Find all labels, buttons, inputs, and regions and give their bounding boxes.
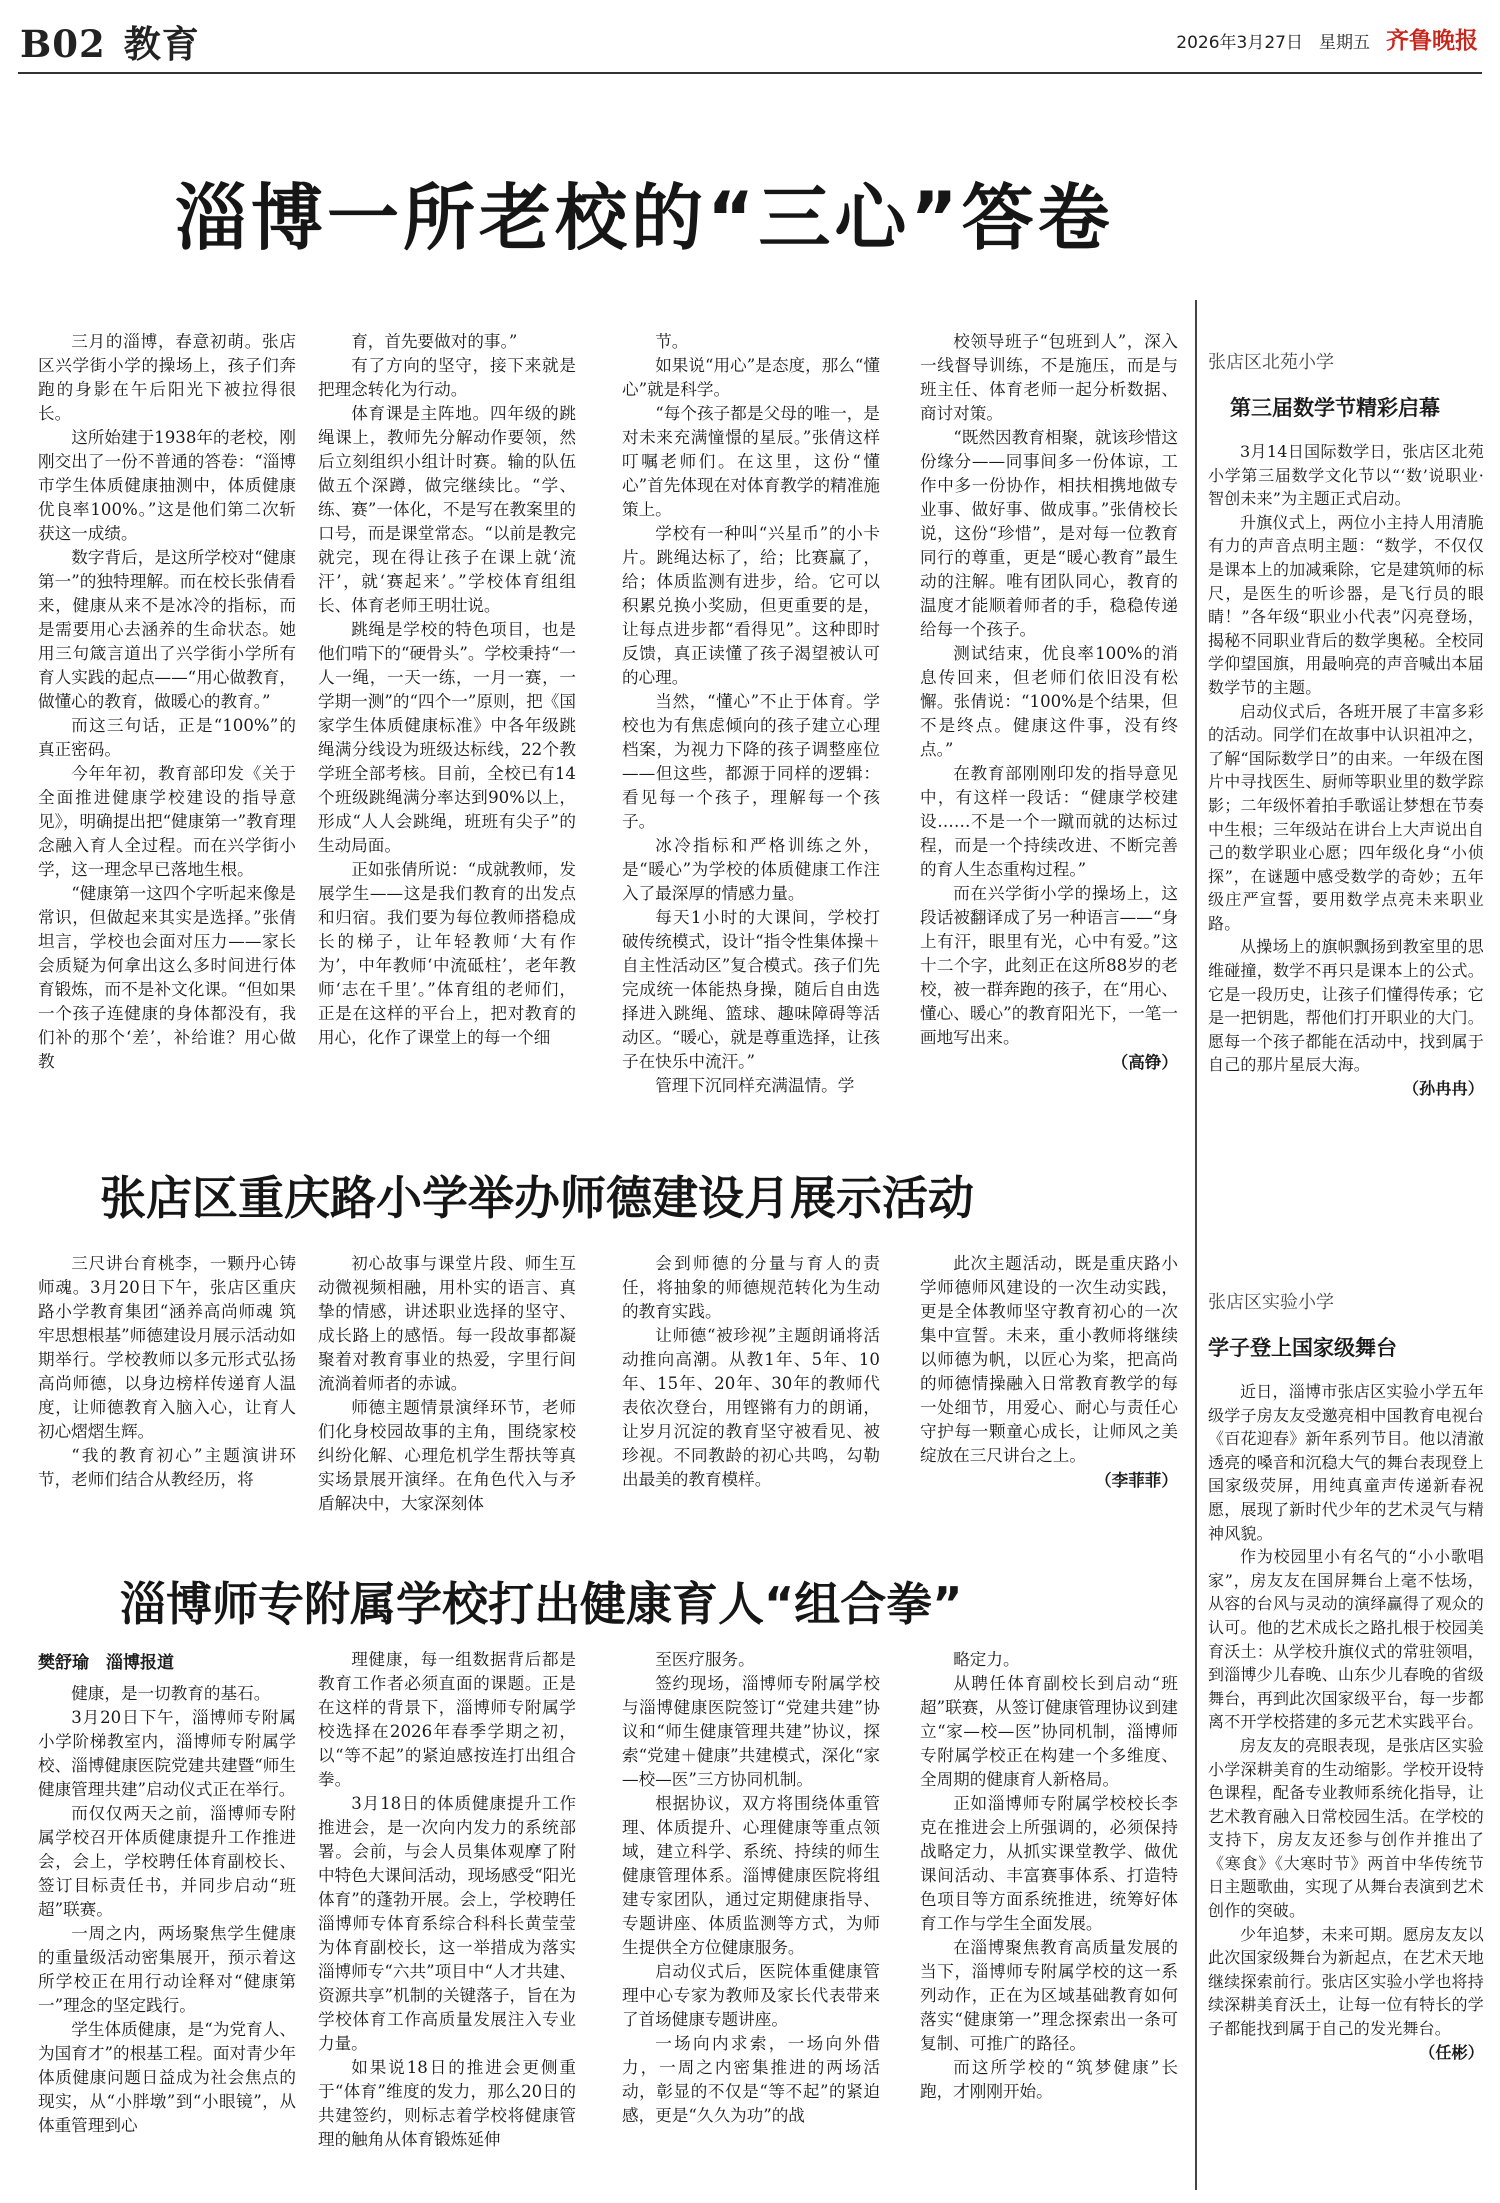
article3-col1 xyxy=(38,1682,296,2182)
paragraph: 此次主题活动，既是重庆路小学师德师风建设的一次生动实践，更是全体教师坚守教育初心的一次集中宣誓。未来，重小教师将继续以师德为帆，以匠心为桨，把高尚的师德情操融入日常教育教学的每一处细节，用爱心、耐心与责任心守护每一颗童心成长，让师风之美绽放在三尺讲台之上。 xyxy=(920,1254,1178,1465)
paragraph: 健康，是一切教育的基石。 xyxy=(71,1684,271,1703)
paragraph: 从聘任体育副校长到启动“班超”联赛，从签订健康管理协议到建立“家—校—医”协同机制，淄博师专附属学校正在构建一个多维度、全周期的健康育人新格局。 xyxy=(920,1674,1178,1789)
article3-headline: 淄博师专附属学校打出健康育人“组合拳” xyxy=(120,1577,963,1631)
paragraph: 初心故事与课堂片段、师生互动微视频相融，用朴实的语言、真挚的情感，讲述职业选择的坚守、成长路上的感悟。每一段故事都凝聚着对教育事业的热爱，字里行间流淌着师者的赤诚。 xyxy=(318,1254,576,1393)
section-code: B02 xyxy=(20,22,106,66)
article3-byline: 樊舒瑜 淄博报道 xyxy=(38,1653,174,1673)
paragraph: 近日，淄博市张店区实验小学五年级学子房友友受邀亮相中国教育电视台《百花迎春》新年系列节目。他以清澈透亮的嗓音和沉稳大气的舞台表现登上国家级荧屏，用纯真童声传递新春祝愿，展现了新时代少年的艺术灵气与精神风貌。 xyxy=(1208,1382,1484,1543)
column-divider xyxy=(1195,300,1197,2190)
paragraph: 签约现场，淄博师专附属学校与淄博健康医院签订“党建共建”协议和“师生健康管理共建”协议，探索“党建＋健康”共建模式，深化“家—校—医”三方协同机制。 xyxy=(622,1674,880,1789)
masthead-info xyxy=(1160,22,1478,55)
paragraph: 在淄博聚焦教育高质量发展的当下，淄博师专附属学校的这一系列动作，正在为区域基础教育如何落实“健康第一”理念探索出一条可复制、可推广的路径。 xyxy=(920,1938,1178,2053)
paragraph: 从操场上的旗帜飘扬到教室里的思维碰撞，数学不再只是课本上的公式。它是一段历史，让孩子们懂得传承；它是一把钥匙，帮他们打开职业的大门。愿每一个孩子都能在活动中，找到属于自己的那片星辰大海。 xyxy=(1208,937,1484,1075)
paragraph: 每天1小时的大课间，学校打破传统模式，设计“指令性集体操＋自主性活动区”复合模式。孩子们先完成统一体能热身操，随后自由选择进入跳绳、篮球、趣味障碍等活动区。“暖心，就是尊重选择，让孩子在快乐中流汗。” xyxy=(622,908,880,1071)
paragraph: 启动仪式后，医院体重健康管理中心专家为教师及家长代表带来了首场健康专题讲座。 xyxy=(622,1962,880,2029)
sidebar1-school: 张店区北苑小学 xyxy=(1208,352,1334,373)
author-signature: （高铮） xyxy=(1111,1052,1178,1072)
article2-col3 xyxy=(622,1252,880,1522)
paragraph: 3月14日国际数学日，张店区北苑小学第三届数学文化节以“‘数’说职业·智创未来”为主题正式启动。 xyxy=(1208,442,1484,509)
author-signature: （孙冉冉） xyxy=(1402,1079,1484,1099)
paragraph: 3月18日的体质健康提升工作推进会，是一次向内发力的系统部署。会前，与会人员集体观摩了附中特色大课间活动，现场感受“阳光体育”的蓬勃开展。会上，学校聘任淄博师专体育系综合科科长黄莹莹为体育副校长，这一举措成为落实淄博师专“六共”项目中“人才共建、资源共享”机制的关键落子，旨在为学校体育工作高质量发展注入专业力量。 xyxy=(318,1794,576,2053)
paragraph: 正如张倩所说：“成就教师，发展学生——这是我们教育的出发点和归宿。我们要为每位教师搭稳成长的梯子，让年轻教师‘大有作为’，中年教师‘中流砥柱’，老年教师‘志在千里’。”体育组的老师们，正是在这样的平台上，把对教育的用心，化作了课堂上的每一个细 xyxy=(318,860,576,1047)
author-signature: （任彬） xyxy=(1419,2042,1484,2062)
paragraph: “每个孩子都是父母的唯一，是对未来充满憧憬的星辰。”张倩这样叮嘱老师们。在这里，这份“懂心”首先体现在对体育教学的精准施策上。 xyxy=(622,404,880,519)
issue-date: 2026年3月27日 xyxy=(1176,33,1303,53)
article1-col3 xyxy=(622,330,880,1095)
article1-headline: 淄博一所老校的“三心”答卷 xyxy=(175,176,1114,260)
article2-headline: 张店区重庆路小学举办师德建设月展示活动 xyxy=(100,1171,974,1225)
paragraph: 正如淄博师专附属学校校长李克在推进会上所强调的，必须保持战略定力，从抓实课堂教学、做优课间活动、丰富赛事体系、打造特色项目等方面系统推进，统筹好体育工作与学生全面发展。 xyxy=(920,1794,1178,1933)
paragraph: 师德主题情景演绎环节，老师们化身校园故事的主角，围绕家校纠纷化解、心理危机学生帮扶等真实场景展开演绎。在角色代入与矛盾解决中，大家深刻体 xyxy=(318,1398,576,1513)
paragraph: 而这所学校的“筑梦健康”长跑，才刚刚开始。 xyxy=(920,2058,1178,2101)
paragraph: 跳绳是学校的特色项目，也是他们啃下的“硬骨头”。学校秉持“一人一绳，一天一练，一月一赛，一学期一测”的“四个一”原则，把《国家学生体质健康标准》中各年级跳绳满分线设为班级达标线，22个教学班全部考核。目前，全校已有14个班级跳绳满分率达到90%以上，形成“人人会跳绳，班班有尖子”的生动局面。 xyxy=(318,620,576,855)
paragraph: 测试结束，优良率100%的消息传回来，但老师们依旧没有松懈。张倩说：“100%是个结果，但不是终点。健康这件事，没有终点。” xyxy=(920,644,1178,759)
paragraph: 育，首先要做对的事。” xyxy=(351,332,518,351)
paragraph: 升旗仪式上，两位小主持人用清脆有力的声音点明主题：“数学，不仅仅是课本上的加减乘除，它是建筑师的标尺，是医生的听诊器，是飞行员的眼睛！”各年级“职业小代表”闪亮登场，揭秘不同职业背后的数学奥秘。全校同学仰望国旗，用最响亮的声音喊出本届数学节的主题。 xyxy=(1208,512,1484,697)
paragraph: 三尺讲台育桃李，一颗丹心铸师魂。3月20日下午，张店区重庆路小学教育集团“涵养高尚师魂 筑牢思想根基”师德建设月展示活动如期举行。学校教师以多元形式弘扬高尚师德，以身边榜样传递育人温度，让师德教育入脑入心，让育人初心熠熠生辉。 xyxy=(38,1254,296,1441)
weekday: 星期五 xyxy=(1319,33,1370,53)
sidebar2-title: 学子登上国家级舞台 xyxy=(1208,1336,1397,1360)
article1-col4 xyxy=(920,330,1178,1072)
article2-col4 xyxy=(920,1252,1178,1522)
sidebar2-body xyxy=(1208,1380,1484,2170)
section-header xyxy=(20,14,200,68)
paragraph: 管理下沉同样充满温情。学 xyxy=(655,1076,855,1095)
paragraph: “我的教育初心”主题演讲环节，老师们结合从教经历，将 xyxy=(38,1446,296,1489)
paragraph: 节。 xyxy=(655,332,689,351)
article1-col1 xyxy=(38,330,296,1072)
paragraph: “健康第一这四个字听起来像是常识，但做起来其实是选择。”张倩坦言，学校也会面对压力——家长会质疑为何拿出这么多时间进行体育锻炼，而不是补文化课。“但如果一个孩子连健康的身体都没有，我们补的那个‘差’，补给谁？用心做教 xyxy=(38,884,296,1071)
paragraph: 当然，“懂心”不止于体育。学校也为有焦虑倾向的孩子建立心理档案，为视力下降的孩子调整座位——但这些，都源于同样的逻辑：看见每一个孩子，理解每一个孩子。 xyxy=(622,692,880,831)
newspaper-logo: 齐鲁晚报 xyxy=(1386,27,1478,54)
paragraph: 一周之内，两场聚焦学生健康的重量级活动密集展开，预示着这所学校正在用行动诠释对“健康第一”理念的坚定践行。 xyxy=(38,1924,296,2015)
paragraph: 如果说“用心”是态度，那么“懂心”就是科学。 xyxy=(622,356,880,399)
header-rule xyxy=(18,72,1482,74)
sidebar-beiyuan xyxy=(1208,348,1484,1228)
article2-col2 xyxy=(318,1252,576,1522)
paragraph: 至医疗服务。 xyxy=(655,1650,755,1669)
paragraph: 校领导班子“包班到人”，深入一线督导训练，不是施压，而是与班主任、体育老师一起分析数据、商讨对策。 xyxy=(920,332,1178,423)
paragraph: 3月20日下午，淄博师专附属小学阶梯教室内，淄博师专附属学校、淄博健康医院党建共建暨“师生健康管理共建”启动仪式正在举行。 xyxy=(38,1708,296,1799)
paragraph: 一场向内求索，一场向外借力，一周之内密集推进的两场活动，彰显的不仅是“等不起”的紧迫感，更是“久久为功”的战 xyxy=(622,2034,880,2125)
sidebar1-body xyxy=(1208,440,1484,1228)
paragraph: 房友友的亮眼表现，是张店区实验小学深耕美育的生动缩影。学校开设特色课程，配备专业教师系统化指导，让艺术教育融入日常校园生活。在学校的支持下，房友友还参与创作并推出了《寒食》《大寒时节》两首中华传统节日主题歌曲，实现了从舞台表演到艺术创作的突破。 xyxy=(1208,1735,1484,1921)
paragraph: 根据协议，双方将围绕体重管理、体质提升、心理健康等重点领域，建立科学、系统、持续的师生健康管理体系。淄博健康医院将组建专家团队，通过定期健康指导、专题讲座、体质监测等方式，为师生提供全方位健康服务。 xyxy=(622,1794,880,1957)
paragraph: 略定力。 xyxy=(953,1650,1020,1669)
paragraph: 启动仪式后，各班开展了丰富多彩的活动。同学们在故事中认识祖冲之，了解“国际数学日”的由来。一年级在图片中寻找医生、厨师等职业里的数学踪影；二年级怀着拍手歌谣让梦想在节奏中生根；三年级站在讲台上大声说出自己的数学职业心愿；四年级化身“小侦探”，在谜题中感受数学的奇妙；五年级庄严宣誓，要用数学点亮未来职业路。 xyxy=(1208,701,1484,933)
sidebar1-title: 第三届数学节精彩启幕 xyxy=(1230,396,1440,420)
paragraph: 而在兴学街小学的操场上，这段话被翻译成了另一种语言——“身上有汗，眼里有光，心中有爱。”这十二个字，此刻正在这所88岁的老校，被一群奔跑的孩子，在“用心、懂心、暖心”的教育阳光下，一笔一画地写出来。 xyxy=(920,884,1178,1047)
paragraph: 有了方向的坚守，接下来就是把理念转化为行动。 xyxy=(318,356,576,399)
paragraph: 会到师德的分量与育人的责任，将抽象的师德规范转化为生动的教育实践。 xyxy=(622,1254,880,1321)
sidebar-shiyan xyxy=(1208,1288,1484,2170)
paragraph: 作为校园里小有名气的“小小歌唱家”，房友友在国屏舞台上毫不怯场，从容的台风与灵动的演绎赢得了观众的认可。他的艺术成长之路扎根于校园美育沃土：从学校升旗仪式的常驻领唱，到淄博少儿春晚、山东少儿春晚的省级舞台，再到此次国家级平台，每一步都离不开学校搭建的多元艺术实践平台。 xyxy=(1208,1547,1484,1732)
article2-col1 xyxy=(38,1252,296,1522)
paragraph: 学生体质健康，是“为党育人、为国育才”的根基工程。面对青少年体质健康问题日益成为社会焦点的现实，从“小胖墩”到“小眼镜”，从体重管理到心 xyxy=(38,2020,296,2135)
paragraph: 而这三句话，正是“100%”的真正密码。 xyxy=(38,716,296,759)
paragraph: 让师德“被珍视”主题朗诵将活动推向高潮。从教1年、5年、10年、15年、20年、30年的教师代表依次登台，用铿锵有力的朗诵，让岁月沉淀的教育坚守被看见、被珍视。不同教龄的初心共鸣，勾勒出最美的教育模样。 xyxy=(622,1326,880,1489)
sidebar2-school: 张店区实验小学 xyxy=(1208,1292,1334,1313)
section-name: 教育 xyxy=(123,22,200,66)
article3-col2 xyxy=(318,1648,576,2184)
paragraph: 冰冷指标和严格训练之外，是“暖心”为学校的体质健康工作注入了最深厚的情感力量。 xyxy=(622,836,880,903)
paragraph: 理健康，每一组数据背后都是教育工作者必须直面的课题。正是在这样的背景下，淄博师专附属学校选择在2026年春季学期之初，以“等不起”的紧迫感按连打出组合拳。 xyxy=(318,1650,576,1789)
paragraph: 数字背后，是这所学校对“健康第一”的独特理解。而在校长张倩看来，健康从来不是冰冷的指标，而是需要用心去涵养的生命状态。她用三句箴言道出了兴学街小学所有育人实践的起点——“用心做教育，做懂心的教育，做暖心的教育。” xyxy=(38,548,296,711)
paragraph: 体育课是主阵地。四年级的跳绳课上，教师先分解动作要领，然后立刻组织小组计时赛。输的队伍做五个深蹲，做完继续比。“学、练、赛”一体化，不是写在教案里的口号，而是课堂常态。“以前是教完就完，现在得让孩子在课上就‘流汗’，就‘赛起来’。”学校体育组组长、体育老师王明壮说。 xyxy=(318,404,576,615)
paragraph: 而仅仅两天之前，淄博师专附属学校召开体质健康提升工作推进会，会上，学校聘任体育副校长、签订目标责任书，并同步启动“班超”联赛。 xyxy=(38,1804,296,1919)
paragraph: 今年年初，教育部印发《关于全面推进健康学校建设的指导意见》，明确提出把“健康第一”教育理念融入育人全过程。而在兴学街小学，这一理念早已落地生根。 xyxy=(38,764,296,879)
article3-col4 xyxy=(920,1648,1178,2184)
paragraph: “既然因教育相聚，就该珍惜这份缘分——同事间多一份体谅，工作中多一份协作，相扶相携地做专业事、做好事、做成事。”张倩校长说，这份“珍惜”，是对每一位教育同行的尊重，更是“暖心教育”最生动的注解。唯有团队同心，教育的温度才能顺着师者的手，稳稳传递给每一个孩子。 xyxy=(920,428,1178,639)
paragraph: 少年追梦，未来可期。愿房友友以此次国家级舞台为新起点，在艺术天地继续探索前行。张店区实验小学也将持续深耕美育沃土，让每一位有特长的学子都能找到属于自己的发光舞台。 xyxy=(1208,1924,1484,2039)
paragraph: 在教育部刚刚印发的指导意见中，有这样一段话：“健康学校建设……不是一个一蹴而就的达标过程，而是一个持续改进、不断完善的育人生态重构过程。” xyxy=(920,764,1178,879)
paragraph: 如果说18日的推进会更侧重于“体育”维度的发力，那么20日的共建签约，则标志着学校将健康管理的触角从体育锻炼延伸 xyxy=(318,2058,576,2149)
paragraph: 三月的淄博，春意初萌。张店区兴学街小学的操场上，孩子们奔跑的身影在午后阳光下被拉得很长。 xyxy=(38,332,296,423)
paragraph: 学校有一种叫“兴星币”的小卡片。跳绳达标了，给；比赛赢了，给；体质监测有进步，给。它可以积累兑换小奖励，但更重要的是，让每点进步都“看得见”。这种即时反馈，真正读懂了孩子渴望被认可的心理。 xyxy=(622,524,880,687)
paragraph: 这所始建于1938年的老校，刚刚交出了一份不普通的答卷：“淄博市学生体质健康抽测中，体质健康优良率100%。”这是他们第二次斩获这一成绩。 xyxy=(38,428,296,543)
article1-col2 xyxy=(318,330,576,1072)
author-signature: （李菲菲） xyxy=(1095,1470,1178,1490)
article3-col3 xyxy=(622,1648,880,2184)
